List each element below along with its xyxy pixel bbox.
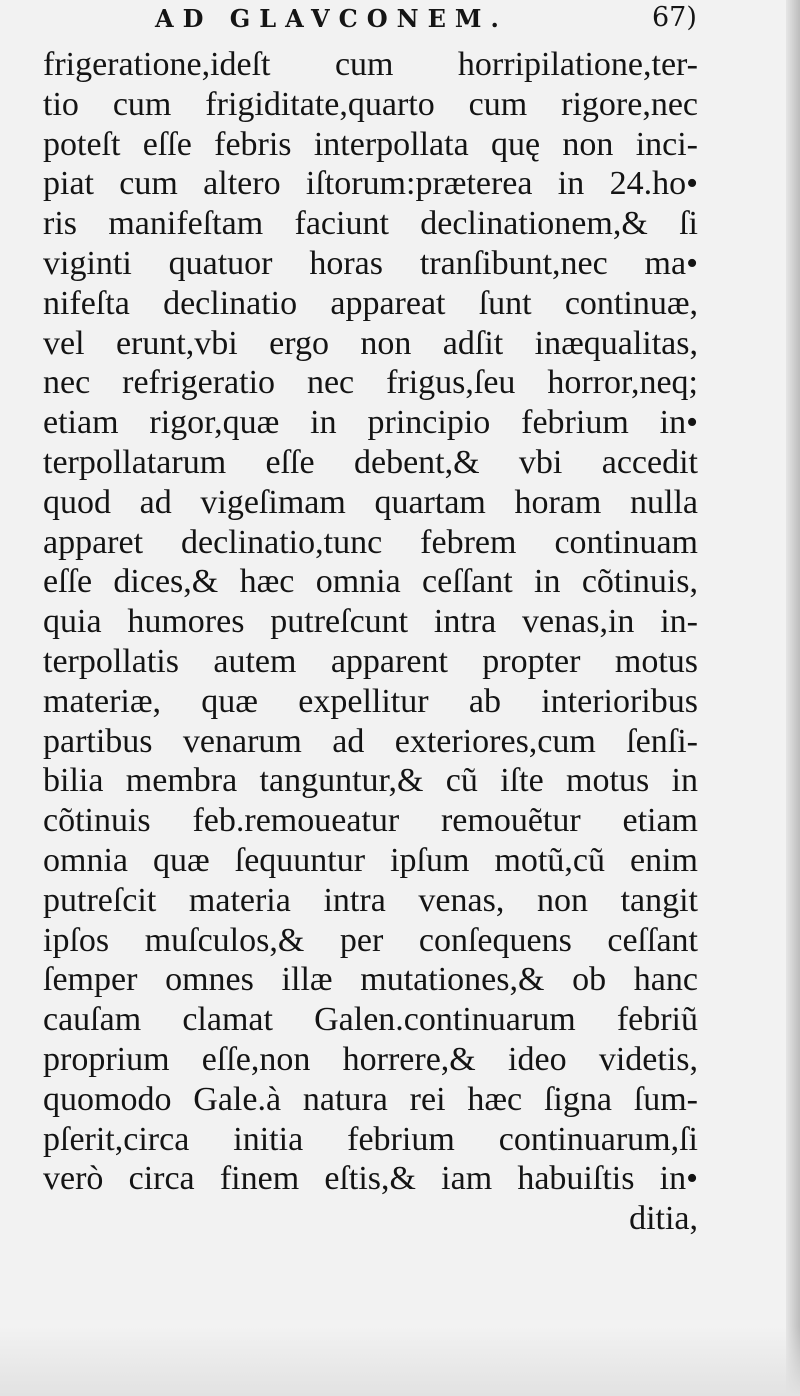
text-line: terpollatis autem apparent propter motus — [43, 642, 698, 680]
text-line: ris manifeſtam faciunt declinationem,& ſi — [43, 205, 698, 243]
text-line: omnia quæ ſequuntur ipſum motũ,cũ enim — [43, 841, 698, 879]
text-line: pſerit,circa initia febrium continuarum,ſi — [43, 1120, 698, 1158]
page-shadow — [0, 1326, 800, 1396]
text-line: materiæ, quæ expellitur ab interioribus — [43, 682, 698, 720]
text-line: quomodo Gale.à natura rei hæc ſigna ſum- — [43, 1080, 698, 1118]
text-line: vel erunt,vbi ergo non adſit inæqualitas, — [43, 324, 698, 362]
text-line: putreſcit materia intra venas, non tangit — [43, 881, 698, 919]
text-line: tio cum frigiditate,quarto cum rigore,nec — [43, 85, 698, 123]
text-line: ipſos muſculos,& per conſequens ceſſant — [43, 921, 698, 959]
text-line: terpollatarum eſſe debent,& vbi accedit — [43, 443, 698, 481]
text-line: proprium eſſe,non horrere,& ideo videtis, — [43, 1040, 698, 1078]
text-line: verò circa finem eſtis,& iam habuiſtis in• — [43, 1160, 698, 1198]
text-line: eſſe dices,& hæc omnia ceſſant in cõtinuis, — [43, 563, 698, 601]
text-line: cõtinuis feb.remoueatur remouẽtur etiam — [43, 802, 698, 840]
page-number: 67) — [652, 2, 697, 33]
text-line: bilia membra tanguntur,& cũ iſte motus in — [43, 762, 698, 800]
text-line: frigeratione,ideſt cum horripilatione,ter- — [43, 46, 698, 83]
text-line: poteſt eſſe febris interpollata quę non inci- — [43, 125, 698, 163]
text-line: ſemper omnes illæ mutationes,& ob hanc — [43, 961, 698, 999]
text-line: apparet declinatio,tunc febrem continuam — [43, 523, 698, 561]
text-line: piat cum altero iſtorum:præterea in 24.ho• — [43, 165, 698, 203]
text-line: quod ad vigeſimam quartam horam nulla — [43, 483, 698, 521]
text-line: etiam rigor,quæ in principio febrium in• — [43, 404, 698, 442]
running-head: AD GLAVCONEM. — [155, 4, 508, 33]
text-line: viginti quatuor horas tranſibunt,nec ma• — [43, 244, 698, 282]
text-block — [43, 45, 698, 1239]
text-line: nifeſta declinatio appareat ſunt continuæ, — [43, 284, 698, 322]
text-line: quia humores putreſcunt intra venas,in in- — [43, 603, 698, 641]
text-line: ditia, — [629, 1200, 698, 1238]
text-line: cauſam clamat Galen.continuarum febriũ — [43, 1001, 698, 1039]
page-edge — [786, 0, 800, 1396]
text-line: nec refrigeratio nec frigus,ſeu horror,neq; — [43, 364, 698, 402]
text-line: partibus venarum ad exteriores,cum ſenſi- — [43, 722, 698, 760]
